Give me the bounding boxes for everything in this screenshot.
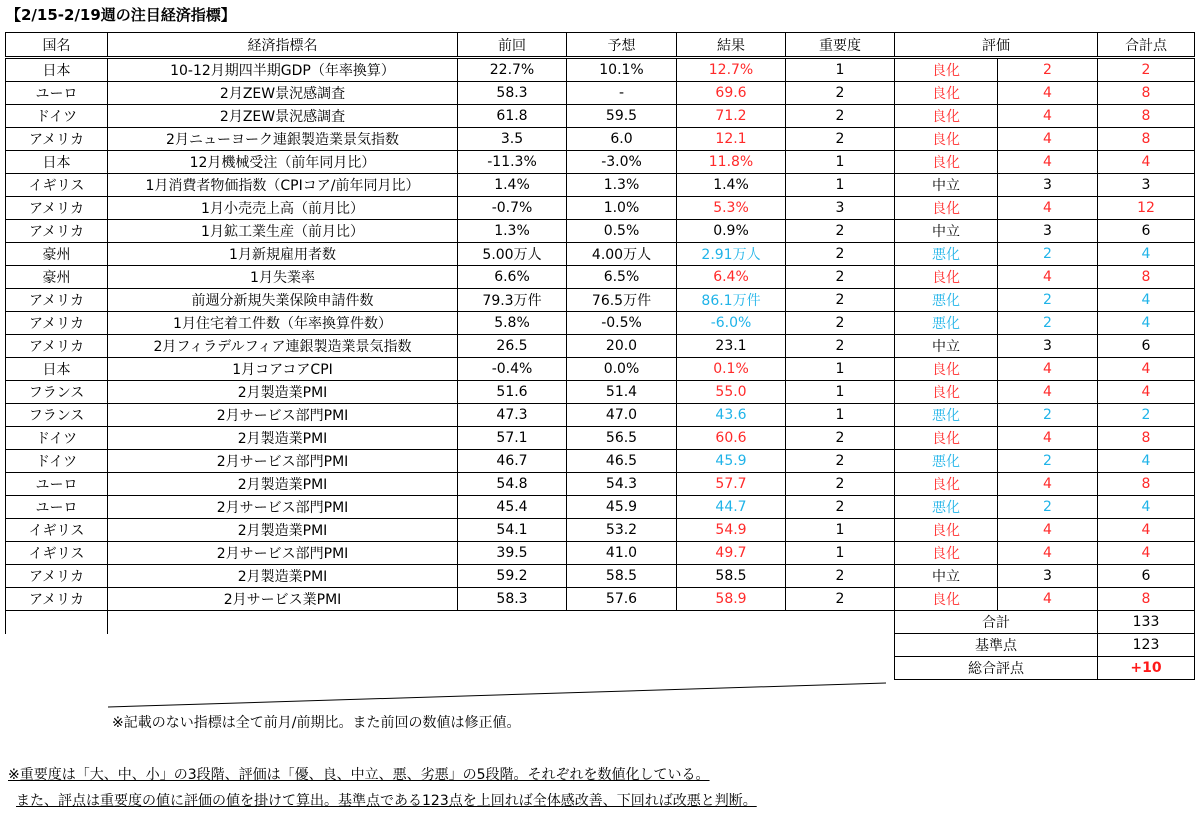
previous-cell: 59.2 <box>458 565 567 588</box>
score-cell: 4 <box>998 427 1098 450</box>
evaluation-cell: 良化 <box>895 358 998 381</box>
importance-cell: 1 <box>786 404 895 427</box>
score-cell: 4 <box>998 197 1098 220</box>
table-row <box>6 82 1195 105</box>
result-cell: 69.6 <box>677 82 786 105</box>
importance-cell: 2 <box>786 335 895 358</box>
evaluation-cell: 良化 <box>895 519 998 542</box>
total-cell: 8 <box>1098 105 1195 128</box>
evaluation-cell: 中立 <box>895 174 998 197</box>
indicator-name-cell: 10-12月期四半期GDP（年率換算） <box>108 58 458 82</box>
forecast-cell: -0.5% <box>567 312 677 335</box>
country-cell: アメリカ <box>6 565 108 588</box>
header-previous: 前回 <box>458 33 567 58</box>
previous-cell: 3.5 <box>458 128 567 151</box>
score-cell: 2 <box>998 496 1098 519</box>
result-cell: 58.9 <box>677 588 786 611</box>
indicator-name-cell: 2月ZEW景況感調査 <box>108 82 458 105</box>
indicator-name-cell: 2月ZEW景況感調査 <box>108 105 458 128</box>
forecast-cell: 53.2 <box>567 519 677 542</box>
evaluation-cell: 悪化 <box>895 243 998 266</box>
result-cell: 5.3% <box>677 197 786 220</box>
total-cell: 8 <box>1098 128 1195 151</box>
country-cell: アメリカ <box>6 197 108 220</box>
table-row <box>6 58 1195 82</box>
evaluation-cell: 中立 <box>895 335 998 358</box>
footnote-1: ※重要度は「大、中、小」の3段階、評価は「優、良、中立、悪、劣悪」の5段階。それぞれを数値化している。 <box>8 767 710 783</box>
indicator-name-cell: 2月製造業PMI <box>108 473 458 496</box>
country-cell: 日本 <box>6 58 108 82</box>
previous-cell: 54.8 <box>458 473 567 496</box>
total-cell: 4 <box>1098 243 1195 266</box>
forecast-cell: 45.9 <box>567 496 677 519</box>
previous-cell: 6.6% <box>458 266 567 289</box>
header-evaluation: 評価 <box>895 33 1098 58</box>
score-cell: 2 <box>998 450 1098 473</box>
country-cell: フランス <box>6 404 108 427</box>
evaluation-cell: 中立 <box>895 220 998 243</box>
summary-row-overall <box>6 657 1195 680</box>
forecast-cell: - <box>567 82 677 105</box>
table-row <box>6 312 1195 335</box>
indicator-name-cell: 2月サービス部門PMI <box>108 496 458 519</box>
score-cell: 4 <box>998 358 1098 381</box>
summary-overall-value: +10 <box>1098 657 1195 680</box>
result-cell: 58.5 <box>677 565 786 588</box>
importance-cell: 2 <box>786 588 895 611</box>
header-total: 合計点 <box>1098 33 1195 58</box>
importance-cell: 2 <box>786 266 895 289</box>
summary-overall-label: 総合評点 <box>895 657 1098 680</box>
importance-cell: 3 <box>786 197 895 220</box>
indicator-name-cell: 1月失業率 <box>108 266 458 289</box>
result-cell: 11.8% <box>677 151 786 174</box>
score-cell: 4 <box>998 128 1098 151</box>
total-cell: 8 <box>1098 427 1195 450</box>
indicator-name-cell: 1月新規雇用者数 <box>108 243 458 266</box>
result-cell: 6.4% <box>677 266 786 289</box>
table-body <box>6 58 1195 611</box>
table-row <box>6 174 1195 197</box>
total-cell: 8 <box>1098 82 1195 105</box>
table-row <box>6 266 1195 289</box>
score-cell: 3 <box>998 565 1098 588</box>
country-cell: アメリカ <box>6 220 108 243</box>
importance-cell: 1 <box>786 58 895 82</box>
indicator-name-cell: 1月消費者物価指数（CPIコア/前年同月比） <box>108 174 458 197</box>
total-cell: 4 <box>1098 289 1195 312</box>
result-cell: 0.1% <box>677 358 786 381</box>
importance-cell: 2 <box>786 243 895 266</box>
forecast-cell: 1.0% <box>567 197 677 220</box>
country-cell: ドイツ <box>6 427 108 450</box>
importance-cell: 1 <box>786 151 895 174</box>
country-cell: 日本 <box>6 358 108 381</box>
summary-blank <box>108 611 895 634</box>
total-cell: 3 <box>1098 174 1195 197</box>
total-cell: 6 <box>1098 335 1195 358</box>
forecast-cell: 58.5 <box>567 565 677 588</box>
total-cell: 4 <box>1098 542 1195 565</box>
importance-cell: 2 <box>786 220 895 243</box>
result-cell: 86.1万件 <box>677 289 786 312</box>
evaluation-cell: 良化 <box>895 151 998 174</box>
indicator-name-cell: 2月製造業PMI <box>108 565 458 588</box>
indicator-table <box>5 32 1195 680</box>
forecast-cell: 57.6 <box>567 588 677 611</box>
total-cell: 4 <box>1098 450 1195 473</box>
table-row <box>6 588 1195 611</box>
evaluation-cell: 良化 <box>895 473 998 496</box>
importance-cell: 2 <box>786 473 895 496</box>
country-cell: アメリカ <box>6 588 108 611</box>
summary-row-base <box>6 634 1195 657</box>
score-cell: 4 <box>998 542 1098 565</box>
forecast-cell: 6.5% <box>567 266 677 289</box>
table-row <box>6 519 1195 542</box>
score-cell: 4 <box>998 82 1098 105</box>
forecast-cell: 59.5 <box>567 105 677 128</box>
importance-cell: 2 <box>786 496 895 519</box>
table-row <box>6 450 1195 473</box>
country-cell: イギリス <box>6 542 108 565</box>
summary-section <box>6 611 1195 680</box>
total-cell: 4 <box>1098 358 1195 381</box>
evaluation-cell: 良化 <box>895 128 998 151</box>
evaluation-cell: 良化 <box>895 105 998 128</box>
result-cell: 1.4% <box>677 174 786 197</box>
country-cell: アメリカ <box>6 289 108 312</box>
forecast-cell: -3.0% <box>567 151 677 174</box>
previous-cell: 26.5 <box>458 335 567 358</box>
table-row <box>6 565 1195 588</box>
total-cell: 6 <box>1098 565 1195 588</box>
importance-cell: 1 <box>786 174 895 197</box>
forecast-cell: 76.5万件 <box>567 289 677 312</box>
score-cell: 3 <box>998 174 1098 197</box>
forecast-cell: 51.4 <box>567 381 677 404</box>
indicator-name-cell: 2月ニューヨーク連銀製造業景気指数 <box>108 128 458 151</box>
country-cell: ユーロ <box>6 473 108 496</box>
forecast-cell: 46.5 <box>567 450 677 473</box>
total-cell: 8 <box>1098 588 1195 611</box>
table-row <box>6 151 1195 174</box>
indicator-name-cell: 前週分新規失業保険申請件数 <box>108 289 458 312</box>
result-cell: 44.7 <box>677 496 786 519</box>
importance-cell: 2 <box>786 565 895 588</box>
score-cell: 2 <box>998 58 1098 82</box>
importance-cell: 2 <box>786 427 895 450</box>
indicator-name-cell: 1月住宅着工件数（年率換算件数） <box>108 312 458 335</box>
forecast-cell: 0.0% <box>567 358 677 381</box>
result-cell: 2.91万人 <box>677 243 786 266</box>
importance-cell: 2 <box>786 289 895 312</box>
total-cell: 2 <box>1098 58 1195 82</box>
importance-cell: 2 <box>786 82 895 105</box>
table-note: ※記載のない指標は全て前月/前期比。また前回の数値は修正値。 <box>112 715 521 731</box>
header-country: 国名 <box>6 33 108 58</box>
evaluation-cell: 悪化 <box>895 289 998 312</box>
previous-cell: -0.4% <box>458 358 567 381</box>
forecast-cell: 20.0 <box>567 335 677 358</box>
indicator-name-cell: 1月小売売上高（前月比） <box>108 197 458 220</box>
evaluation-cell: 良化 <box>895 197 998 220</box>
country-cell: ドイツ <box>6 450 108 473</box>
header-indicator: 経済指標名 <box>108 33 458 58</box>
country-cell: アメリカ <box>6 312 108 335</box>
footnote-2: また、評点は重要度の値に評価の値を掛けて算出。基準点である123点を上回れば全体感改善、下回れば改悪と判断。 <box>16 793 757 809</box>
importance-cell: 1 <box>786 381 895 404</box>
result-cell: 12.7% <box>677 58 786 82</box>
indicator-name-cell: 2月サービス業PMI <box>108 588 458 611</box>
previous-cell: 61.8 <box>458 105 567 128</box>
result-cell: 71.2 <box>677 105 786 128</box>
previous-cell: 51.6 <box>458 381 567 404</box>
score-cell: 2 <box>998 312 1098 335</box>
country-cell: ドイツ <box>6 105 108 128</box>
result-cell: 12.1 <box>677 128 786 151</box>
indicator-name-cell: 1月鉱工業生産（前月比） <box>108 220 458 243</box>
indicator-name-cell: 1月コアコアCPI <box>108 358 458 381</box>
indicator-name-cell: 2月サービス部門PMI <box>108 450 458 473</box>
country-cell: ユーロ <box>6 496 108 519</box>
forecast-cell: 54.3 <box>567 473 677 496</box>
previous-cell: 58.3 <box>458 82 567 105</box>
previous-cell: 45.4 <box>458 496 567 519</box>
importance-cell: 2 <box>786 312 895 335</box>
country-cell: 豪州 <box>6 266 108 289</box>
table-row <box>6 404 1195 427</box>
forecast-cell: 56.5 <box>567 427 677 450</box>
table-row <box>6 427 1195 450</box>
country-cell: イギリス <box>6 519 108 542</box>
importance-cell: 1 <box>786 519 895 542</box>
previous-cell: 54.1 <box>458 519 567 542</box>
total-cell: 4 <box>1098 151 1195 174</box>
score-cell: 4 <box>998 519 1098 542</box>
summary-blank-left <box>6 611 108 634</box>
previous-cell: 79.3万件 <box>458 289 567 312</box>
score-cell: 2 <box>998 289 1098 312</box>
indicator-name-cell: 2月製造業PMI <box>108 427 458 450</box>
previous-cell: -11.3% <box>458 151 567 174</box>
previous-cell: 57.1 <box>458 427 567 450</box>
result-cell: 43.6 <box>677 404 786 427</box>
total-cell: 8 <box>1098 473 1195 496</box>
result-cell: -6.0% <box>677 312 786 335</box>
indicator-name-cell: 2月製造業PMI <box>108 381 458 404</box>
importance-cell: 1 <box>786 358 895 381</box>
evaluation-cell: 中立 <box>895 565 998 588</box>
result-cell: 60.6 <box>677 427 786 450</box>
evaluation-cell: 悪化 <box>895 312 998 335</box>
evaluation-cell: 悪化 <box>895 404 998 427</box>
table-row <box>6 496 1195 519</box>
table-row <box>6 358 1195 381</box>
importance-cell: 2 <box>786 128 895 151</box>
total-cell: 12 <box>1098 197 1195 220</box>
header-importance: 重要度 <box>786 33 895 58</box>
importance-cell: 2 <box>786 105 895 128</box>
previous-cell: 22.7% <box>458 58 567 82</box>
indicator-name-cell: 2月フィラデルフィア連銀製造業景気指数 <box>108 335 458 358</box>
total-cell: 4 <box>1098 381 1195 404</box>
page-title: 【2/15-2/19週の注目経済指標】 <box>6 6 236 24</box>
previous-cell: 1.3% <box>458 220 567 243</box>
table-row <box>6 335 1195 358</box>
forecast-cell: 6.0 <box>567 128 677 151</box>
total-cell: 4 <box>1098 496 1195 519</box>
total-cell: 8 <box>1098 266 1195 289</box>
summary-blank-2 <box>6 634 895 657</box>
result-cell: 55.0 <box>677 381 786 404</box>
result-cell: 54.9 <box>677 519 786 542</box>
table-row <box>6 197 1195 220</box>
table-row <box>6 243 1195 266</box>
table-row <box>6 128 1195 151</box>
evaluation-cell: 良化 <box>895 427 998 450</box>
country-cell: ユーロ <box>6 82 108 105</box>
total-cell: 2 <box>1098 404 1195 427</box>
forecast-cell: 4.00万人 <box>567 243 677 266</box>
previous-cell: 58.3 <box>458 588 567 611</box>
previous-cell: 47.3 <box>458 404 567 427</box>
importance-cell: 1 <box>786 542 895 565</box>
score-cell: 4 <box>998 588 1098 611</box>
forecast-cell: 41.0 <box>567 542 677 565</box>
country-cell: イギリス <box>6 174 108 197</box>
indicator-name-cell: 2月サービス部門PMI <box>108 542 458 565</box>
previous-cell: 39.5 <box>458 542 567 565</box>
score-cell: 3 <box>998 220 1098 243</box>
table-row <box>6 473 1195 496</box>
indicator-name-cell: 2月製造業PMI <box>108 519 458 542</box>
score-cell: 4 <box>998 381 1098 404</box>
result-cell: 23.1 <box>677 335 786 358</box>
result-cell: 45.9 <box>677 450 786 473</box>
country-cell: フランス <box>6 381 108 404</box>
table-header-row <box>6 33 1195 58</box>
total-cell: 4 <box>1098 312 1195 335</box>
score-cell: 4 <box>998 266 1098 289</box>
importance-cell: 2 <box>786 450 895 473</box>
header-forecast: 予想 <box>567 33 677 58</box>
table-row <box>6 381 1195 404</box>
result-cell: 0.9% <box>677 220 786 243</box>
indicator-name-cell: 2月サービス部門PMI <box>108 404 458 427</box>
evaluation-cell: 良化 <box>895 588 998 611</box>
summary-base-label: 基準点 <box>895 634 1098 657</box>
country-cell: アメリカ <box>6 335 108 358</box>
table-row <box>6 289 1195 312</box>
summary-total-label: 合計 <box>895 611 1098 634</box>
evaluation-cell: 悪化 <box>895 496 998 519</box>
indicator-name-cell: 12月機械受注（前年同月比） <box>108 151 458 174</box>
score-cell: 4 <box>998 105 1098 128</box>
evaluation-cell: 良化 <box>895 82 998 105</box>
total-cell: 6 <box>1098 220 1195 243</box>
summary-row-total <box>6 611 1195 634</box>
forecast-cell: 1.3% <box>567 174 677 197</box>
score-cell: 2 <box>998 243 1098 266</box>
previous-cell: 1.4% <box>458 174 567 197</box>
forecast-cell: 10.1% <box>567 58 677 82</box>
forecast-cell: 0.5% <box>567 220 677 243</box>
evaluation-cell: 良化 <box>895 542 998 565</box>
header-result: 結果 <box>677 33 786 58</box>
result-cell: 49.7 <box>677 542 786 565</box>
evaluation-cell: 良化 <box>895 58 998 82</box>
table-row <box>6 105 1195 128</box>
score-cell: 4 <box>998 151 1098 174</box>
table-row <box>6 542 1195 565</box>
previous-cell: -0.7% <box>458 197 567 220</box>
table-row <box>6 220 1195 243</box>
score-cell: 4 <box>998 473 1098 496</box>
evaluation-cell: 良化 <box>895 381 998 404</box>
country-cell: 豪州 <box>6 243 108 266</box>
summary-blank-3 <box>6 657 895 680</box>
previous-cell: 5.00万人 <box>458 243 567 266</box>
summary-base-value: 123 <box>1098 634 1195 657</box>
country-cell: 日本 <box>6 151 108 174</box>
country-cell: アメリカ <box>6 128 108 151</box>
summary-total-value: 133 <box>1098 611 1195 634</box>
evaluation-cell: 悪化 <box>895 450 998 473</box>
evaluation-cell: 良化 <box>895 266 998 289</box>
total-cell: 4 <box>1098 519 1195 542</box>
previous-cell: 5.8% <box>458 312 567 335</box>
score-cell: 3 <box>998 335 1098 358</box>
result-cell: 57.7 <box>677 473 786 496</box>
score-cell: 2 <box>998 404 1098 427</box>
previous-cell: 46.7 <box>458 450 567 473</box>
forecast-cell: 47.0 <box>567 404 677 427</box>
